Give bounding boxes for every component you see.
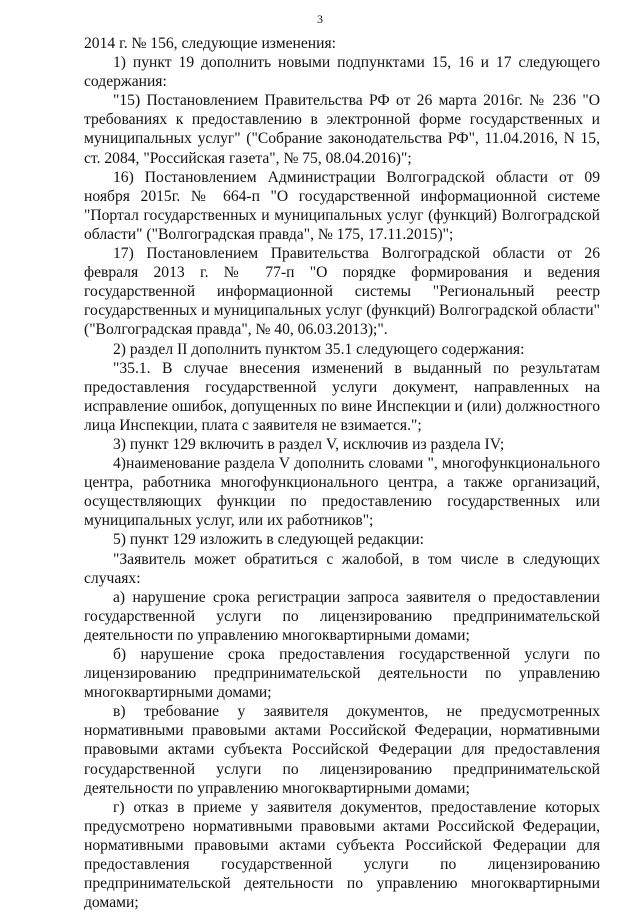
paragraph: 2) раздел II дополнить пунктом 35.1 следующего содержания: <box>113 340 525 358</box>
page-number: 3 <box>317 12 323 26</box>
paragraph: 16) Постановлением Администрации Волгоградской области от 09 ноября 2015г. № 664-п "О государственной информационной системе "Портал государственных и муниципальных услуг (функций) Волгоградской области" ("Волгоградская правда", № 175, 17.11.2015)"; <box>84 168 600 243</box>
paragraph: в) требование у заявителя документов, не предусмотренных нормативными правовыми актами Российской Федерации, нормативными правовыми актами субъекта Российской Федерации для предоставления государственной услуги по лицензированию предпринимательской деятельности по управлению многоквартирными домами; <box>84 703 600 797</box>
paragraph: 17) Постановлением Правительства Волгоградской области от 26 февраля 2013 г. № 77-п "О порядке формирования и ведения государственной информационной системы "Региональный реестр государственных и муниципальных услуг (функций) Волгоградской области" ("Волгоградская правда", № 40, 06.03.2013);". <box>84 245 600 339</box>
paragraph: "35.1. В случае внесения изменений в выданный по результатам предоставления государственной услуги документ, направленных на исправление ошибок, допущенных по вине Инспекции и (или) должностного лица Инспекции, плата с заявителя не взимается."; <box>84 359 600 434</box>
paragraph: г) отказ в приеме у заявителя документов, предоставление которых предусмотрено нормативными правовыми актами Российской Федерации, нормативными правовыми актами субъекта Российской Федерации для предоставления государственной услуги по лицензированию предпринимательской деятельности по управлению многоквартирными домами; <box>84 798 600 912</box>
paragraph: 5) пункт 129 изложить в следующей редакции: <box>113 531 424 549</box>
paragraph: 4)наименование раздела V дополнить словами ", многофункционального центра, работника многофункционального центра, а также организаций, осуществляющих функции по предоставлению государственных или муниципальных услуг, или их работников"; <box>84 455 600 530</box>
document-body <box>84 34 600 912</box>
paragraph: 2014 г. № 156, следующие изменения: <box>84 35 336 52</box>
paragraph: "15) Постановлением Правительства РФ от 26 марта 2016г. № 236 "О требованиях к предоставлению в электронной форме государственных и муниципальных услуг" ("Собрание законодательства РФ", 11.04.2016, N 15, ст. 2084, "Российская газета", № 75, 08.04.2016)"; <box>84 92 600 167</box>
paragraph: а) нарушение срока регистрации запроса заявителя о предоставлении государственной услуги по лицензированию предпринимательской деятельности по управлению многоквартирными домами; <box>84 588 600 644</box>
paragraph: "Заявитель может обратиться с жалобой, в том числе в следующих случаях: <box>84 550 600 587</box>
paragraph: 1) пункт 19 дополнить новыми подпунктами 15, 16 и 17 следующего содержания: <box>84 54 600 91</box>
paragraph: 3) пункт 129 включить в раздел V, исключив из раздела IV; <box>113 435 505 453</box>
paragraph: б) нарушение срока предоставления государственной услуги по лицензированию предпринимательской деятельности по управлению многоквартирными домами; <box>84 646 600 702</box>
